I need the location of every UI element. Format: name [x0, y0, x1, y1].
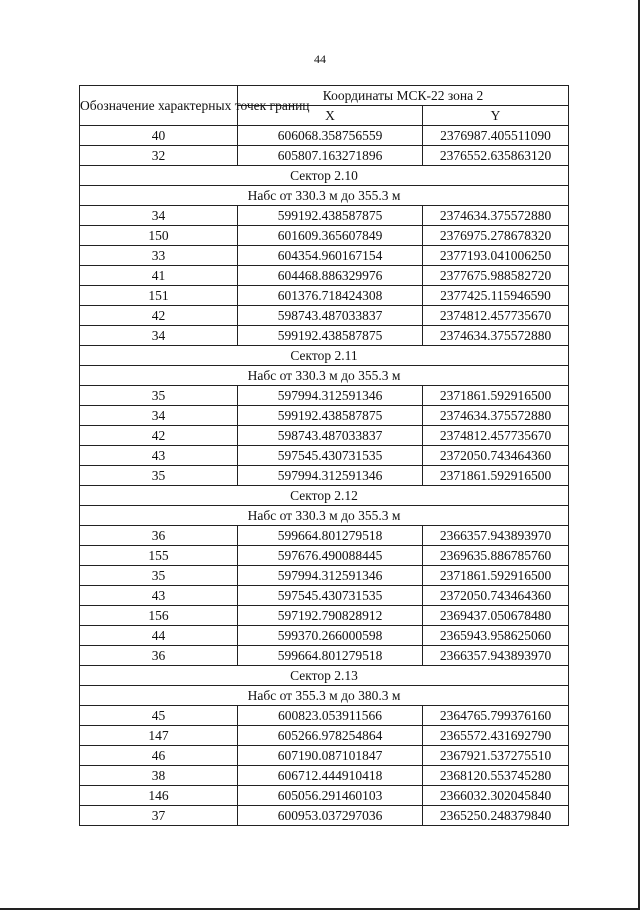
- x-coordinate-cell: 597994.312591346: [238, 386, 423, 406]
- point-id-cell: 151: [80, 286, 238, 306]
- point-id-cell: 41: [80, 266, 238, 286]
- x-coordinate-cell: 599370.266000598: [238, 626, 423, 646]
- y-column-header: Y: [423, 106, 569, 126]
- x-coordinate-cell: 605807.163271896: [238, 146, 423, 166]
- table-row: [80, 786, 569, 806]
- y-coordinate-cell: 2365572.431692790: [423, 726, 569, 746]
- point-id-cell: 36: [80, 646, 238, 666]
- x-coordinate-cell: 605056.291460103: [238, 786, 423, 806]
- table-row: [80, 586, 569, 606]
- table-row: [80, 706, 569, 726]
- y-coordinate-cell: 2367921.537275510: [423, 746, 569, 766]
- x-coordinate-cell: 599192.438587875: [238, 326, 423, 346]
- table-row: [80, 426, 569, 446]
- x-coordinate-cell: 606712.444910418: [238, 766, 423, 786]
- x-coordinate-cell: 597994.312591346: [238, 566, 423, 586]
- y-coordinate-cell: 2377425.115946590: [423, 286, 569, 306]
- x-coordinate-cell: 601609.365607849: [238, 226, 423, 246]
- y-coordinate-cell: 2364765.799376160: [423, 706, 569, 726]
- y-coordinate-cell: 2374634.375572880: [423, 406, 569, 426]
- table-row: [80, 546, 569, 566]
- page-number: 44: [314, 52, 326, 66]
- y-coordinate-cell: 2369635.886785760: [423, 546, 569, 566]
- x-coordinate-cell: 599192.438587875: [238, 406, 423, 426]
- table-row: [80, 326, 569, 346]
- sector-height-range: Набс от 330.3 м до 355.3 м: [80, 186, 569, 206]
- point-id-cell: 35: [80, 466, 238, 486]
- table-row: [80, 446, 569, 466]
- table-row: [80, 746, 569, 766]
- point-id-cell: 44: [80, 626, 238, 646]
- table-row: [80, 606, 569, 626]
- y-coordinate-cell: 2374812.457735670: [423, 426, 569, 446]
- point-id-cell: 42: [80, 306, 238, 326]
- x-coordinate-cell: 598743.487033837: [238, 306, 423, 326]
- x-coordinate-cell: 601376.718424308: [238, 286, 423, 306]
- point-column-header: Обозначение характерных точек границ: [80, 86, 238, 126]
- sector-title: Сектор 2.11: [80, 346, 569, 366]
- point-id-cell: 33: [80, 246, 238, 266]
- y-coordinate-cell: 2371861.592916500: [423, 466, 569, 486]
- table-row: [80, 386, 569, 406]
- y-coordinate-cell: 2365943.958625060: [423, 626, 569, 646]
- point-id-cell: 150: [80, 226, 238, 246]
- x-coordinate-cell: 599664.801279518: [238, 526, 423, 546]
- sector-range-row: [80, 366, 569, 386]
- point-id-cell: 43: [80, 446, 238, 466]
- table-row: [80, 206, 569, 226]
- point-id-cell: 34: [80, 206, 238, 226]
- table-row: [80, 646, 569, 666]
- point-id-cell: 155: [80, 546, 238, 566]
- y-coordinate-cell: 2368120.553745280: [423, 766, 569, 786]
- y-coordinate-cell: 2372050.743464360: [423, 586, 569, 606]
- sector-range-row: [80, 506, 569, 526]
- table-row: [80, 566, 569, 586]
- point-id-cell: 156: [80, 606, 238, 626]
- point-id-cell: 36: [80, 526, 238, 546]
- y-coordinate-cell: 2374634.375572880: [423, 206, 569, 226]
- coord-system-header: Координаты МСК-22 зона 2: [238, 86, 569, 106]
- y-coordinate-cell: 2366357.943893970: [423, 646, 569, 666]
- sector-range-row: [80, 686, 569, 706]
- table-row: [80, 626, 569, 646]
- point-id-cell: 147: [80, 726, 238, 746]
- point-id-cell: 34: [80, 406, 238, 426]
- x-coordinate-cell: 606068.358756559: [238, 126, 423, 146]
- x-coordinate-cell: 599664.801279518: [238, 646, 423, 666]
- table-row: [80, 146, 569, 166]
- table-row: [80, 526, 569, 546]
- point-id-cell: 37: [80, 806, 238, 826]
- x-coordinate-cell: 600953.037297036: [238, 806, 423, 826]
- y-coordinate-cell: 2366357.943893970: [423, 526, 569, 546]
- point-id-cell: 35: [80, 566, 238, 586]
- sector-title-row: [80, 346, 569, 366]
- table-row: [80, 266, 569, 286]
- x-coordinate-cell: 598743.487033837: [238, 426, 423, 446]
- table-row: [80, 806, 569, 826]
- sector-height-range: Набс от 355.3 м до 380.3 м: [80, 686, 569, 706]
- point-id-cell: 43: [80, 586, 238, 606]
- y-coordinate-cell: 2377193.041006250: [423, 246, 569, 266]
- x-coordinate-cell: 597994.312591346: [238, 466, 423, 486]
- point-id-cell: 32: [80, 146, 238, 166]
- y-coordinate-cell: 2377675.988582720: [423, 266, 569, 286]
- x-coordinate-cell: 604468.886329976: [238, 266, 423, 286]
- y-coordinate-cell: 2376987.405511090: [423, 126, 569, 146]
- point-id-cell: 34: [80, 326, 238, 346]
- y-coordinate-cell: 2371861.592916500: [423, 386, 569, 406]
- x-coordinate-cell: 597192.790828912: [238, 606, 423, 626]
- y-coordinate-cell: 2369437.050678480: [423, 606, 569, 626]
- x-coordinate-cell: 607190.087101847: [238, 746, 423, 766]
- table-row: [80, 766, 569, 786]
- point-id-cell: 40: [80, 126, 238, 146]
- point-id-cell: 46: [80, 746, 238, 766]
- x-coordinate-cell: 597676.490088445: [238, 546, 423, 566]
- x-coordinate-cell: 600823.053911566: [238, 706, 423, 726]
- y-coordinate-cell: 2374812.457735670: [423, 306, 569, 326]
- y-coordinate-cell: 2366032.302045840: [423, 786, 569, 806]
- sector-title-row: [80, 166, 569, 186]
- coordinates-table: [79, 85, 569, 826]
- x-coordinate-cell: 605266.978254864: [238, 726, 423, 746]
- table-row: [80, 246, 569, 266]
- sector-height-range: Набс от 330.3 м до 355.3 м: [80, 366, 569, 386]
- x-coordinate-cell: 599192.438587875: [238, 206, 423, 226]
- table-row: [80, 126, 569, 146]
- y-coordinate-cell: 2371861.592916500: [423, 566, 569, 586]
- table-row: [80, 226, 569, 246]
- y-coordinate-cell: 2376552.635863120: [423, 146, 569, 166]
- sector-range-row: [80, 186, 569, 206]
- table-row: [80, 726, 569, 746]
- table-row: [80, 406, 569, 426]
- y-coordinate-cell: 2372050.743464360: [423, 446, 569, 466]
- sector-height-range: Набс от 330.3 м до 355.3 м: [80, 506, 569, 526]
- sector-title: Сектор 2.10: [80, 166, 569, 186]
- x-column-header: X: [238, 106, 423, 126]
- sector-title-row: [80, 486, 569, 506]
- y-coordinate-cell: 2376975.278678320: [423, 226, 569, 246]
- table-row: [80, 306, 569, 326]
- table-row: [80, 286, 569, 306]
- sector-title-row: [80, 666, 569, 686]
- table-body: [80, 126, 569, 826]
- point-id-cell: 146: [80, 786, 238, 806]
- y-coordinate-cell: 2365250.248379840: [423, 806, 569, 826]
- table-row: [80, 466, 569, 486]
- point-id-cell: 45: [80, 706, 238, 726]
- x-coordinate-cell: 604354.960167154: [238, 246, 423, 266]
- x-coordinate-cell: 597545.430731535: [238, 586, 423, 606]
- sector-title: Сектор 2.13: [80, 666, 569, 686]
- x-coordinate-cell: 597545.430731535: [238, 446, 423, 466]
- point-id-cell: 42: [80, 426, 238, 446]
- sector-title: Сектор 2.12: [80, 486, 569, 506]
- y-coordinate-cell: 2374634.375572880: [423, 326, 569, 346]
- point-id-cell: 35: [80, 386, 238, 406]
- point-id-cell: 38: [80, 766, 238, 786]
